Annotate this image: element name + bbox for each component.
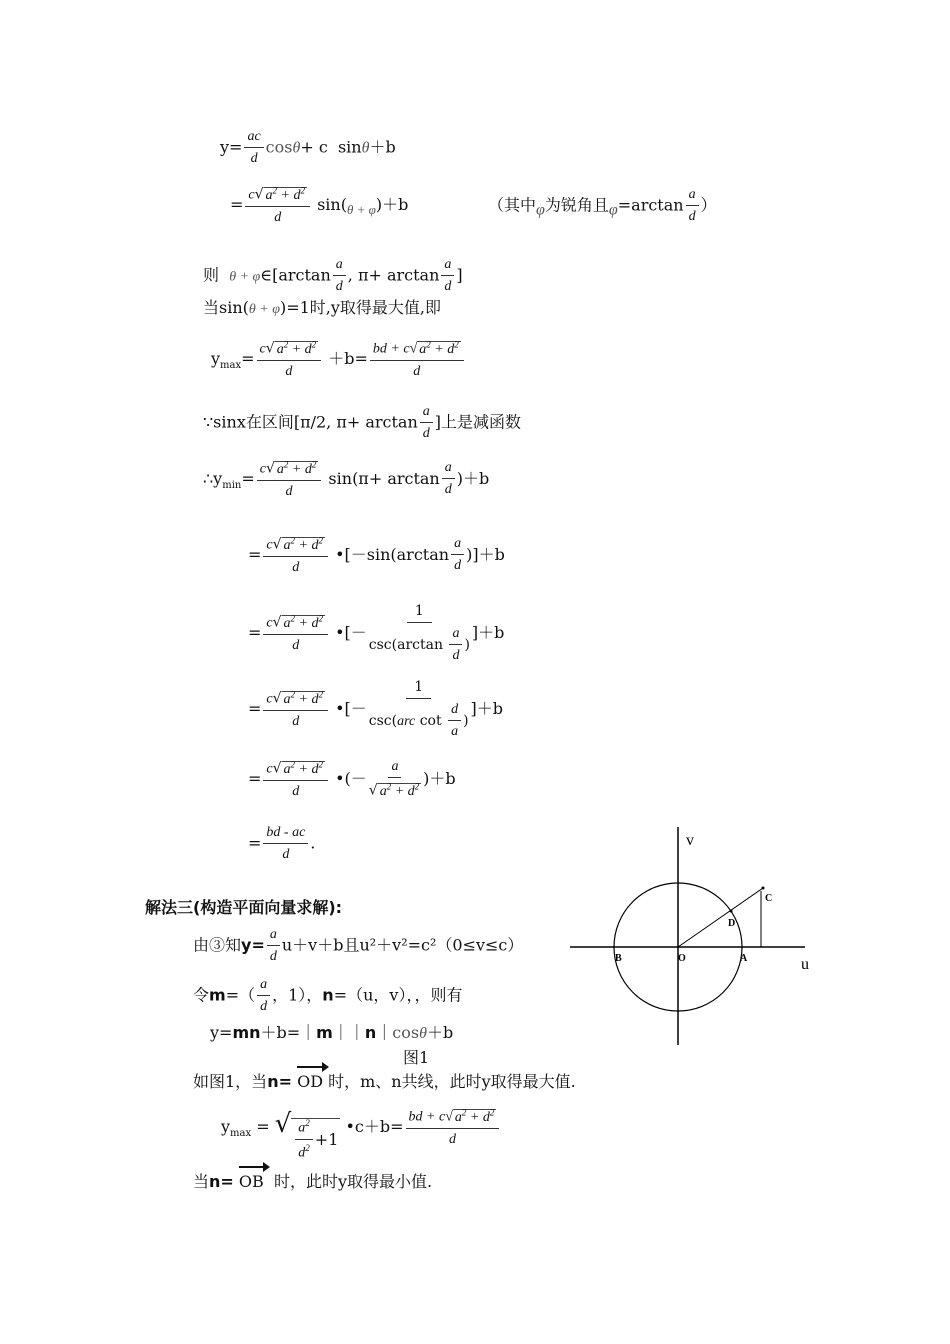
- label-b: B: [615, 953, 622, 964]
- eq-line-8: = $\frac{c√ a^2 + d^2}{d}$ •[－sin(arctan $\frac{a}{d}$ )]＋b: [248, 535, 505, 575]
- text-line-1: 由③知y= $\frac{a}{d}$ u＋v＋b且u²＋v²=c²（0≤v≤c）: [193, 927, 524, 964]
- text-line-5: $y_{max}$ = √ $\frac{a^2}{d^2}$ +1 •c＋b= $\frac{bd + c√ a^2 + d^2}{d}$: [221, 1108, 501, 1160]
- eq-line-11: = $\frac{c√ a^2 + d^2}{d}$ •(－ $\frac{a}{√ a^2 + d^2}$ )＋b: [248, 759, 456, 799]
- text-line-2: 令m=（ $\frac{a}{d}$ ，1），n=（u，v），，则有: [193, 977, 463, 1014]
- method-heading: 解法三(构造平面向量求解):: [145, 898, 343, 917]
- eq-line-1: y= $\frac{ac}{d}$ cosθ+ c sinθ＋b: [220, 129, 396, 166]
- text-line-6: 当n= OB 时，此时y取得最小值.: [193, 1172, 433, 1191]
- point-c-dot: [762, 887, 765, 890]
- eq-line-7: $\therefore y_{min}=$ $\frac{c√ a^2 + d^2}{d}$ sin(π+ arctan $\frac{a}{d}$ )＋b: [203, 459, 490, 499]
- line-oc: [678, 888, 763, 947]
- eq-line-2: = $\frac{c√ a^2 + d^2}{d}$ $\sin(_{\theta + \varphi})+b$: [230, 185, 409, 225]
- label-d: D: [728, 918, 736, 929]
- eq-line-10: = $\frac{c√ a^2 + d^2}{d}$ •[－ 1 csc(arc cot $\frac{d}{a}$ ) ]＋b: [248, 679, 504, 739]
- point-d-dot: [730, 910, 733, 913]
- eq-line-9: = $\frac{c√ a^2 + d^2}{d}$ •[－ 1 csc(arctan $\frac{a}{d}$ ) ]＋b: [248, 603, 505, 663]
- eq-line-2-note: （其中φ为锐角且φ=arctan $\frac{a}{d}$ ）: [488, 187, 717, 224]
- axis-label-u: u: [801, 956, 809, 973]
- text-line-4: 如图1，当n= OD 时，m、n共线，此时y取得最大值.: [193, 1072, 576, 1091]
- figure-1: [565, 815, 825, 1055]
- label-a: A: [740, 953, 748, 964]
- axis-label-v: v: [686, 832, 694, 849]
- figure-caption: 图1: [403, 1048, 430, 1067]
- eq-line-5: $y_{max}=$ $\frac{c√ a^2 + d^2}{d}$ ＋b= $\frac{bd + c√ a^2 + d^2}{d}$: [211, 340, 466, 379]
- eq-line-6: ∵sinx在区间[π/2, π+ arctan $\frac{a}{d}$ ]上是减函数: [203, 404, 522, 441]
- label-o: O: [678, 953, 686, 964]
- text-line-3: y=mn＋b=｜m｜｜n｜cosθ＋b: [210, 1023, 454, 1042]
- label-c: C: [765, 893, 773, 904]
- eq-line-12: = $\frac{bd - ac}{d}$ .: [248, 825, 316, 862]
- eq-line-3: 则 θ + φ∈[arctan $\frac{a}{d}$ , π+ arctan $\frac{a}{d}$ ]: [203, 257, 463, 294]
- eq-line-4: 当sin(θ + φ)=1时,y取得最大值,即: [203, 298, 442, 317]
